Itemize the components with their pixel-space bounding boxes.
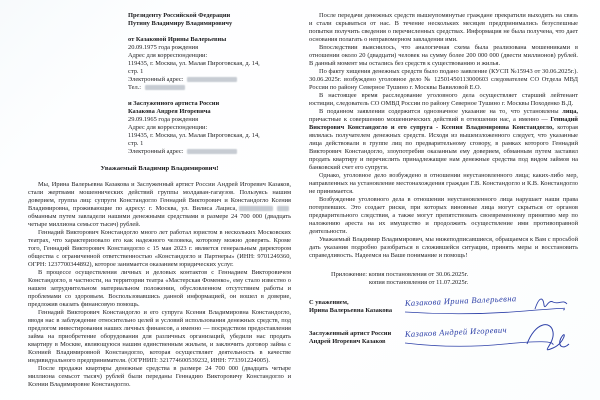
sender1-address-label: Адрес для корреспонденции: [128,52,208,59]
sender1-dob: 20.09.1975 года рождения [128,44,199,51]
body-paragraph-1: Мы, Ирина Валерьевна Казакова и Заслуженный артист России Андрей Игоревич Казаков, стали жертвами мошеннических действий группы молдаван-гагаузов. Пользуясь нашим доверием, группа лиц: супруги Констандогло Геннадий Викторович и Констандогло Ксения Владимировна, проживающие по адресу: г. Москва, ул. Вилиса Лациса, обманным путем завладели нашими денежными средствами в размере 24 700 000 (двадцать четыре миллиона семьсот тысяч) рублей. [28,181,291,228]
sender2-address-label: Адрес для корреспонденции: [128,124,208,131]
sender2-name: Казакова Андрея Игоревича [128,108,211,115]
attachment-line: копия постановления от 11.07.2025г. [369,279,469,286]
signature-underline [405,307,565,317]
signature-row-1 [309,293,578,321]
signature-script-text: Казаков Андрей Игоревич [404,324,508,339]
sender1-name: от Казаковой Ирины Валерьевны [128,36,227,43]
sender2-address-line: стр. 1 [128,140,144,147]
redacted-address [239,206,273,211]
recipient-line: Президенту Российской Федерации [128,12,231,19]
signer-printed-name: Ирина Валерьевна Казакова [309,307,393,314]
signature-labels [309,299,405,315]
sender2-title: и Заслуженного артиста России [128,100,220,107]
body-paragraph-5: После продажи квартиры денежные средства в размере 24 700 000 (двадцать четыре миллиона семьсот тысяч) рублей были переданы Геннадию Викторовичу Констандогло и Ксении Владимировне Констандогло. [28,365,291,388]
handwritten-signature-1 [404,293,578,321]
sender1-phone-line: Тел.: [128,84,291,92]
letter-column-right [309,12,578,361]
signature-row-2 [309,324,578,352]
handwritten-signature-2 [404,324,578,352]
signer-title: Заслуженный артист России [309,330,392,337]
redacted-email [187,77,237,82]
body-paragraph-10: В поданном заявлении содержится однозначное указание на то, что установлены лица, причастные к совершению мошеннических действий в отношении нас, а именно — Геннадий Викторович Констандогло и его супруга - Ксения Владимировна Констандогло, которая являлась получателем денежных средств. Исходя из вышеизложенного следует, что указанные лица действовали в группе лиц по предварительному сговору, в рамках которого Геннадий Викторович Констандогло, злоупотребив оказанным ему доверием, обманным путем заставил продать квартиру и перечислить принадлежащие нам денежные средства под видом займов на банковский счет его супруги. [309,108,578,171]
recipient-line: Путину Владимиру Владимировичу [128,20,233,27]
body-paragraph-9: В настоящее время расследование уголовного дела осуществляет старший лейтенант юстиции, следователь СО ОМВД России по району Северное Тушино г. Москвы Походенко В.Д. [309,92,578,107]
redacted-email [187,149,237,154]
sender1-email-line: Электронный адрес: [128,76,291,84]
sender2-address-line: 119435, г. Москва, ул. Малая Пироговская, д. 14, [128,132,260,139]
salutation: Уважаемый Владимир Владимирович! [100,165,219,172]
body-paragraph-4: Геннадий Викторович Констандогло и его супруга Ксения Владимировна Констандогло, вводя нас в заблуждение относительно целей и условий использования денежных средств, под предлогом инвестирования наших личных финансов, а именно — посредством предоставления займа на приобретение оборудования для различных организаций, убедили нас продать квартиру в Москве, являющуюся нашим единственным жильем, и заключить договор займа с Ксенией Владимировной Констандогло, которая осуществляет деятельность в качестве индивидуального предпринимателя. (ОГРНИП: 321774600539232, ИНН: 773391224005). [28,309,291,364]
attachment-note [331,271,578,287]
body-paragraph-8: По факту хищения денежных средств было подано заявление (КУСП №15943 от 30.06.2025г.). 30.06.2025г. возбуждено уголовное дело № 12501450113000603 следователем СО Отдела МВД России по району Северное Тушино г. Москвы Вавиловой Е.О. [309,68,578,91]
body-paragraph-11: Однако, уголовное дело возбуждено в отношении неустановленного лица; каких-либо мер, направленных на установление местонахождения граждан Г.В. Констандогло и К.В. Констандогло не принимается. [309,172,578,195]
letter-column-left [28,12,291,389]
signature-block [309,293,578,352]
signature-underline [405,339,555,351]
sender2-dob: 29.09.1965 года рождения [128,116,199,123]
attachment-line: Приложение: копия постановления от 30.06.2025г. [331,271,469,278]
sender1-address-line: стр. 1 [128,68,144,75]
body-paragraph-3: В процессе осуществления личных и деловых контактов с Геннадием Викторовичем Констандогло, в частности, на территории театра «Мастерская Фоменко», ему стало известно о нашем затруднительном материальном положении, обусловленном отсутствием работы и проблемами со здоровьем. Воспользовавшись данной информацией, он вошел в доверие, предложив оказать финансовую помощь. [28,269,291,308]
signature-script-text: Казакова Ирина Валерьевна [404,293,517,308]
sender2-email-line: Электронный адрес: [128,148,291,156]
signature-labels [309,330,405,346]
body-paragraph-6: После передачи денежных средств вышеупомянутые граждане прекратили выходить на связь и стали скрываться от нас. В течение нескольких месяцев предпринимались безуспешные попытки получить сведения о перечисленных средствах. Информация не была получена, что дает основания полагать о неправомерном завладении ими. [309,12,578,43]
redacted-address [277,206,289,211]
body-paragraph-2: Геннадий Викторович Констандогло много лет работал юристом в нескольких Московских театрах, что характеризовало его как надежного человека, которому можно доверять. Кроме того, Геннадий Викторович Констандогло с 15 мая 2023 г. является генеральным директором общества с ограниченной ответственностью «Констандогло и Партнеры» (ИНН: 9701249360, ОГРН: 1237700344892), которое занимается оказанием юридических услуг. [28,229,291,268]
body-paragraph-7: Впоследствии выяснилось, что аналогичная схема была реализована мошенниками в отношении около 20 (двадцати) человек на сумму более 200 000 000 (двести миллионов) рублей. В данный момент мы остались без средств к существованию и жилья. [309,44,578,67]
signer-printed-name: Андрей Игоревич Казаков [309,338,386,345]
sender1-address-line: 119435, г. Москва, ул. Малая Пироговская, д. 14, [128,60,260,67]
signature-closing: С уважением, [309,299,349,306]
body-paragraph-13: Уважаемый Владимир Владимирович, мы нижеподписавшиеся, обращаемся к Вам с просьбой дать указания подробно разобраться в сложившейся ситуации, принять меры и восстановить справедливость. Надеемся на Ваше понимание и помощь! [309,236,578,259]
body-paragraph-12: Возбуждение уголовного дела в отношении неустановленного лица нарушает наши права потерпевших. Это создает риски, при которых виновные лица могут скрыться от органов предварительного следствия, а также могут препятствовать своевременному принятию мер по наложению ареста на их имущество и продолжить осуществление ими противоправной деятельности. [309,196,578,235]
letter-header [128,12,291,156]
redacted-phone [145,85,185,90]
